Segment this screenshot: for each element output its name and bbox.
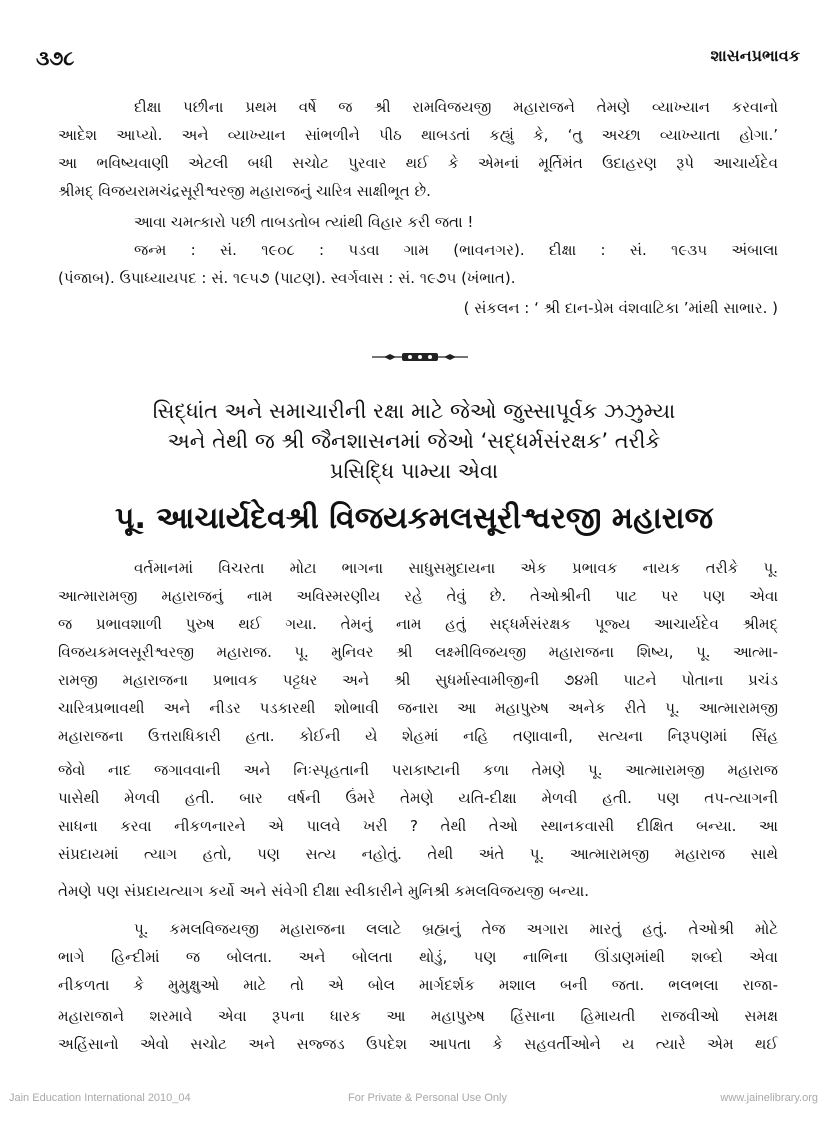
text-line: દીક્ષા પછીના પ્રથમ વર્ષે જ શ્રી રામવિજયજી મહારાજને તેમણે વ્યાખ્યાન કરવાનો (134, 98, 778, 116)
ornamental-divider-icon (370, 350, 470, 364)
text-line: ભાગે હિન્દીમાં જ બોલતા. અને બોલતા થોડું, પણ નાભિના ઊંડાણમાંથી શબ્દો એવા (58, 948, 778, 966)
text-line: ચારિત્રપ્રભાવથી અને નીડર પડકારથી શોભાવી જનારા આ મહાપુરુષ અનેક રીતે પૂ. આત્મારામજી (58, 699, 778, 717)
text-line: આ ભવિષ્યવાણી એટલી બધી સચોટ પુરવાર થઈ કે એમનાં મૂર્તિમંત ઉદાહરણ રૂપે આચાર્યદેવ (58, 154, 778, 172)
text-line: મહારાજના ઉત્તરાધિકારી હતા. કોઈની યે શેહમાં નહિ તણાવાની, સત્યના નિરૂપણમાં સિંહ (58, 727, 778, 745)
text-line: જેવો નાદ જગાવવાની અને નિઃસ્પૃહતાની પરાકાષ્ટાની કળા તેમણે પૂ. આત્મારામજી મહારાજ (58, 761, 778, 779)
subtitle-line: પ્રસિદ્ધિ પામ્યા એવા (329, 459, 499, 483)
page-title: પૂ. આચાર્યદેવશ્રી વિજયકમલસૂરીશ્વરજી મહારાજ (114, 501, 714, 536)
text-line: શ્રીમદ્ વિજયરામચંદ્રસૂરીશ્વરજી મહારાજનું ચારિત્ર સાક્ષીભૂત છે. (58, 182, 431, 200)
text-line: પૂ. કમલવિજયજી મહારાજના લલાટે બ્રહ્મનું તેજ અગારા મારતું હતું. તેઓશ્રી મોટે (134, 920, 778, 938)
text-line: તેમણે પણ સંપ્રદાયત્યાગ કર્યો અને સંવેગી દીક્ષા સ્વીકારીને મુનિશ્રી કમલવિજયજી બન્યા. (58, 882, 589, 900)
text-line: નીકળતા કે મુમુક્ષુઓ માટે તો એ બોલ માર્ગદર્શક મશાલ બની જતા. ભલભલા રાજા- (58, 976, 778, 994)
footer-usage-note: For Private & Personal Use Only (348, 1092, 507, 1104)
text-line: આત્મારામજી મહારાજનું નામ અવિસ્મરણીય રહે તેવું છે. તેઓશ્રીની પાટ પર પણ એવા (58, 587, 778, 605)
text-line: વિજયકમલસૂરીશ્વરજી મહારાજ. પૂ. મુનિવર શ્રી લક્ષ્મીવિજયજી મહારાજના શિષ્ય, પૂ. આત્મા- (58, 643, 778, 661)
footer-website-link[interactable]: www.jainelibrary.org (720, 1092, 818, 1104)
text-line: (પંજાબ). ઉપાધ્યાયપદ : સં. ૧૯૫૭ (પાટણ). સ્વર્ગવાસ : સં. ૧૯૭૫ (ખંભાત). (58, 269, 516, 287)
text-line: પાસેથી મેળવી હતી. બાર વર્ષની ઉંમરે તેમણે યતિ-દીક્ષા મેળવી હતી. પણ તપ-ત્યાગની (58, 789, 778, 807)
text-line: સાધના કરવા નીકળનારને એ પાલવે ખરી ? તેથી તેઓ સ્થાનકવાસી દીક્ષિત બન્યા. આ (58, 817, 778, 835)
text-line: અહિંસાનો એવો સચોટ અને સજ્જડ ઉપદેશ આપતા કે સહવર્તીઓને ય ત્યારે એમ થઈ (58, 1035, 778, 1053)
text-line: જ પ્રભાવશાળી પુરુષ થઈ ગયા. તેમનું નામ હતું સદ્ધર્મસંરક્ષક પૂજ્ય આચાર્યદેવ શ્રીમદ્ (58, 615, 778, 633)
footer-publisher: Jain Education International 2010_04 (9, 1092, 191, 1104)
text-line: રામજી મહારાજના પ્રભાવક પટ્ટધર અને શ્રી સુધર્માસ્વામીજીની ૭૪મી પાટને પોતાના પ્રચંડ (58, 671, 778, 689)
text-line: આદેશ આપ્યો. અને વ્યાખ્યાન સાંભળીને પીઠ થાબડતાં કહ્યું કે, ‘તુ અચ્છા વ્યાખ્યાતા હોગા.’ (58, 126, 778, 144)
text-line: વર્તમાનમાં વિચરતા મોટા ભાગના સાધુસમુદાયના એક પ્રભાવક નાયક તરીકે પૂ. (134, 559, 778, 577)
text-line: મહારાજાને શરમાવે એવા રૂપના ધારક આ મહાપુરુષ હિંસાના હિમાયતી રાજવીઓ સમક્ષ (58, 1007, 778, 1025)
text-line: આવા ચમત્કારો પછી તાબડતોબ ત્યાંથી વિહાર કરી જતા ! (134, 213, 474, 231)
subtitle-line: અને તેથી જ શ્રી જૈનશાસનમાં જેઓ ‘સદ્ધર્મસંરક્ષક’ તરીકે (167, 429, 661, 453)
page-number: ૩૭૮ (36, 46, 75, 70)
credit-line: ( સંકલન : ‘ શ્રી દાન-પ્રેમ વંશવાટિકા ’માંથી સાભાર. ) (463, 299, 778, 317)
text-line: જન્મ : સં. ૧૯૦૮ : પડવા ગામ (ભાવનગર). દીક્ષા : સં. ૧૯૩૫ અંબાલા (134, 241, 778, 259)
running-head: શાસનપ્રભાવક (710, 46, 800, 65)
subtitle-line: સિદ્ધાંત અને સમાચારીની રક્ષા માટે જેઓ જુસ્સાપૂર્વક ઝઝુમ્યા (152, 399, 676, 423)
text-line: સંપ્રદાયમાં ત્યાગ હતો, પણ સત્ય નહોતું. તેથી અંતે પૂ. આત્મારામજી મહારાજ સાથે (58, 845, 778, 863)
